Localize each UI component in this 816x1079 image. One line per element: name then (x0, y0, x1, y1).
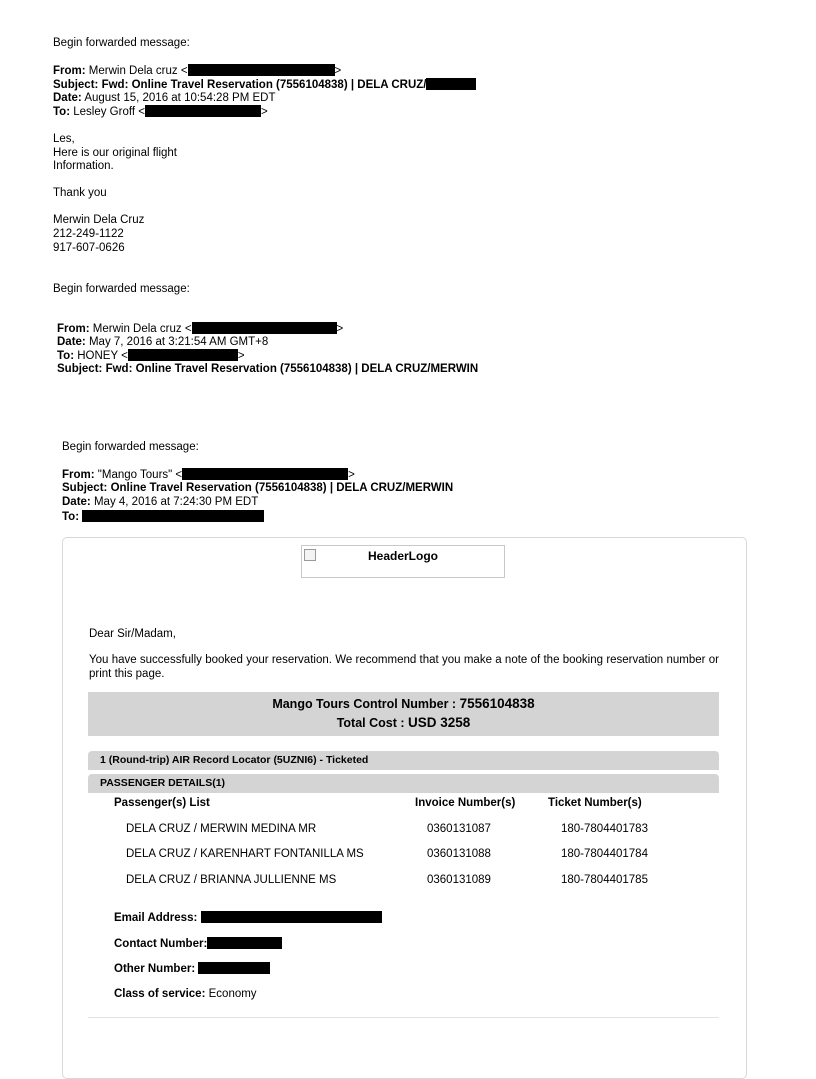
redacted-block (82, 510, 264, 522)
redacted-block (182, 468, 348, 480)
col-invoice: Invoice Number(s) (415, 797, 516, 809)
col-ticket: Ticket Number(s) (548, 797, 642, 809)
to-value: HONEY < (77, 350, 128, 362)
intro-paragraph: You have successfully booked your reservation. We recommend that you make a note of the booking reservation number or print this page. (89, 654, 719, 680)
subject-value: Fwd: Online Travel Reservation (7556104838) | DELA CRUZ/ (101, 79, 427, 91)
passenger-name: DELA CRUZ / KARENHART FONTANILLA MS (126, 848, 364, 860)
bracket: > (334, 65, 342, 77)
from-value: Merwin Dela cruz < (88, 65, 188, 77)
to-label: To: (57, 350, 75, 362)
bracket: > (260, 106, 268, 118)
passenger-name: DELA CRUZ / MERWIN MEDINA MR (126, 823, 317, 835)
thanks: Thank you (53, 187, 107, 199)
from-label: From: (53, 65, 86, 77)
invoice-number: 0360131089 (427, 874, 491, 886)
ticket-number: 180-7804401785 (561, 874, 648, 886)
forward-header: Begin forwarded message: (53, 283, 190, 295)
contact-label: Contact Number: (114, 938, 208, 950)
bracket: > (336, 323, 344, 335)
redacted-block (426, 78, 476, 90)
signature-phone: 917-607-0626 (53, 242, 125, 254)
invoice-number: 0360131088 (427, 848, 491, 860)
date-value: August 15, 2016 at 10:54:28 PM EDT (84, 92, 276, 104)
to-label: To: (53, 106, 71, 118)
date-value: May 4, 2016 at 7:24:30 PM EDT (93, 496, 259, 508)
date-label: Date: (57, 336, 86, 348)
subject-line (57, 363, 478, 377)
invoice-number: 0360131087 (427, 823, 491, 835)
subject-value: Fwd: Online Travel Reservation (7556104838) | DELA CRUZ/MERWIN (105, 363, 479, 375)
total-cost-row (88, 716, 719, 731)
from-line (53, 64, 341, 79)
redacted-block (201, 911, 382, 923)
body-line: Here is our original flight (53, 147, 178, 159)
contact-number-row (114, 937, 282, 952)
redacted-block (145, 105, 261, 117)
to-line (53, 105, 268, 120)
email-label: Email Address: (114, 912, 198, 924)
ticket-number: 180-7804401784 (561, 848, 648, 860)
passenger-details-bar: PASSENGER DETAILS(1) (88, 774, 719, 793)
control-number-row (88, 697, 719, 712)
forward-header: Begin forwarded message: (53, 37, 190, 49)
header-logo (301, 545, 505, 578)
subject-label: Subject: (53, 79, 99, 91)
class-value: Economy (208, 988, 257, 1000)
to-line (62, 510, 264, 525)
date-line (62, 496, 258, 510)
control-label: Mango Tours Control Number : (272, 697, 457, 711)
subject-label: Subject: (62, 482, 108, 494)
redacted-block (207, 937, 282, 949)
passenger-name: DELA CRUZ / BRIANNA JULLIENNE MS (126, 874, 337, 886)
date-line (53, 92, 275, 106)
other-number-row (114, 962, 270, 977)
date-value: May 7, 2016 at 3:21:54 AM GMT+8 (88, 336, 269, 348)
from-label: From: (57, 323, 90, 335)
subject-line (53, 78, 476, 93)
class-of-service-row (114, 988, 257, 1002)
total-label: Total Cost : (336, 716, 405, 730)
forward-header: Begin forwarded message: (62, 441, 199, 453)
redacted-block (192, 322, 337, 334)
from-value: Merwin Dela cruz < (92, 323, 192, 335)
booking-summary (88, 692, 719, 736)
to-label: To: (62, 511, 80, 523)
total-value: USD 3258 (408, 715, 471, 730)
record-locator-bar: 1 (Round-trip) AIR Record Locator (5UZNI6) - Ticketed (88, 751, 719, 770)
signature-name: Merwin Dela Cruz (53, 214, 145, 226)
subject-line (62, 482, 453, 496)
greeting: Les, (53, 133, 75, 145)
from-label: From: (62, 469, 95, 481)
from-line (62, 468, 355, 483)
redacted-block (188, 64, 335, 76)
redacted-block (128, 349, 238, 361)
to-value: Lesley Groff < (73, 106, 145, 118)
subject-value: Online Travel Reservation (7556104838) | DELA CRUZ/MERWIN (110, 482, 454, 494)
bracket: > (237, 350, 245, 362)
class-label: Class of service: (114, 988, 206, 1000)
other-label: Other Number: (114, 963, 196, 975)
date-label: Date: (53, 92, 82, 104)
control-number: 7556104838 (459, 696, 535, 711)
from-line (57, 322, 343, 337)
date-line (57, 336, 268, 350)
email-address-row (114, 911, 382, 926)
ticket-number: 180-7804401783 (561, 823, 648, 835)
signature-phone: 212-249-1122 (53, 228, 124, 240)
body-line: Information. (53, 160, 114, 172)
to-line (57, 349, 245, 364)
bracket: > (348, 469, 355, 481)
salutation: Dear Sir/Madam, (89, 628, 176, 640)
divider (88, 1017, 719, 1018)
col-passengers: Passenger(s) List (114, 797, 210, 809)
redacted-block (198, 962, 270, 974)
header-logo-alt: HeaderLogo (367, 549, 438, 563)
from-value: "Mango Tours" < (97, 469, 183, 481)
date-label: Date: (62, 496, 91, 508)
subject-label: Subject: (57, 363, 103, 375)
